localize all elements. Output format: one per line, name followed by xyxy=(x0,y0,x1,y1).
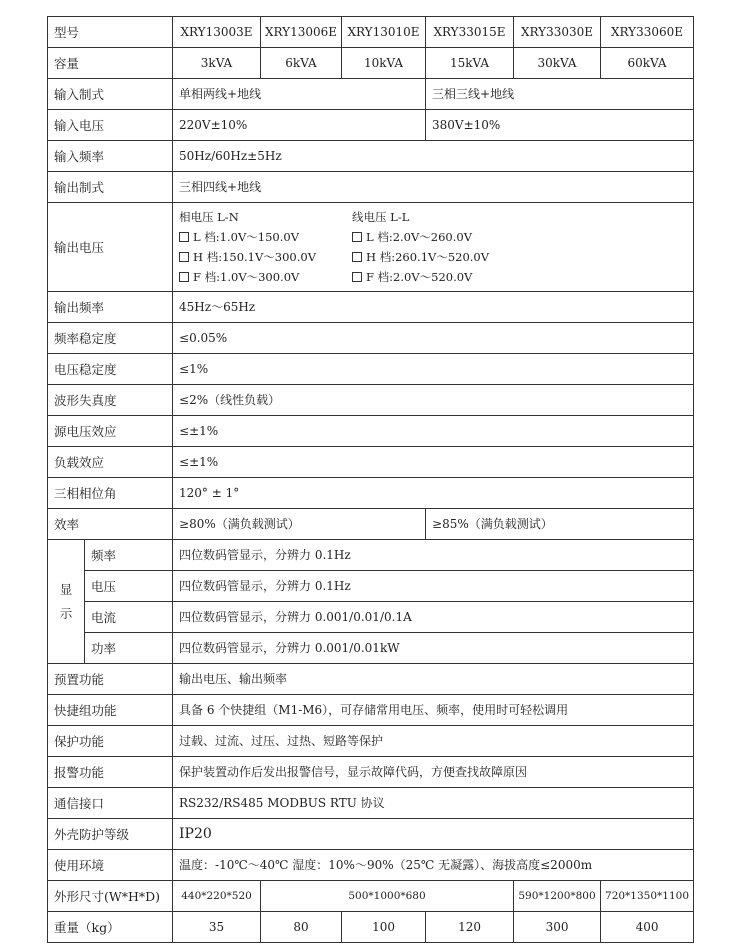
checkbox-icon[interactable] xyxy=(179,232,189,242)
single-phase-value: 220V±10% xyxy=(173,110,426,141)
row-comm xyxy=(48,788,694,819)
row-volt-stability xyxy=(48,354,694,385)
row-phase-angle xyxy=(48,478,694,509)
display-group-label xyxy=(48,540,85,664)
row-label: 通信接口 xyxy=(48,788,173,819)
row-label: 负载效应 xyxy=(48,447,173,478)
row-shortcut xyxy=(48,695,694,726)
row-display-power xyxy=(48,633,694,664)
row-value: 输出电压、输出频率 xyxy=(173,664,694,695)
dimension-cell: 440*220*520 xyxy=(173,881,261,912)
row-label: 频率稳定度 xyxy=(48,323,173,354)
display-value: 四位数码管显示，分辨力 0.001/0.01/0.1A xyxy=(173,602,694,633)
row-value: 温度：-10℃～40℃ 湿度：10%～90%（25℃ 无凝露）、海拔高度≤2000m xyxy=(173,850,694,881)
checkbox-icon[interactable] xyxy=(352,252,362,262)
phase-voltage-title: 相电压 L-N xyxy=(179,210,239,224)
row-value: 保护装置动作后发出报警信号，显示故障代码，方便查找故障原因 xyxy=(173,757,694,788)
option-h[interactable] xyxy=(352,247,489,267)
option-label: L 档:1.0V～150.0V xyxy=(193,230,300,244)
capacity-cell: 15kVA xyxy=(426,48,514,79)
row-display-current xyxy=(48,602,694,633)
row-output-system xyxy=(48,172,694,203)
row-efficiency xyxy=(48,509,694,540)
model-cell: XRY13003E xyxy=(173,17,261,48)
model-cell: XRY33015E xyxy=(426,17,514,48)
row-weight xyxy=(48,912,694,943)
weight-cell: 100 xyxy=(342,912,426,943)
row-source-effect xyxy=(48,416,694,447)
option-label: H 档:260.1V～520.0V xyxy=(366,250,490,264)
row-label: 型号 xyxy=(48,17,173,48)
option-l[interactable] xyxy=(179,227,316,247)
display-value: 四位数码管显示，分辨力 0.1Hz xyxy=(173,540,694,571)
display-sub-label: 电压 xyxy=(85,571,173,602)
model-cell: XRY33030E xyxy=(514,17,601,48)
line-voltage-group xyxy=(352,207,489,287)
row-protection xyxy=(48,726,694,757)
row-input-voltage xyxy=(48,110,694,141)
row-value: IP20 xyxy=(173,819,694,850)
row-label: 预置功能 xyxy=(48,664,173,695)
row-label: 电压稳定度 xyxy=(48,354,173,385)
display-label-char: 示 xyxy=(59,605,73,621)
row-alarm xyxy=(48,757,694,788)
row-value: ≤±1% xyxy=(173,416,694,447)
row-label: 输出电压 xyxy=(48,203,173,292)
row-waveform xyxy=(48,385,694,416)
spec-table xyxy=(47,16,694,943)
capacity-cell: 30kVA xyxy=(514,48,601,79)
row-value: ≤0.05% xyxy=(173,323,694,354)
checkbox-icon[interactable] xyxy=(179,252,189,262)
option-label: H 档:150.1V～300.0V xyxy=(193,250,317,264)
row-preset xyxy=(48,664,694,695)
row-dimensions xyxy=(48,881,694,912)
display-label-char: 显 xyxy=(59,581,73,597)
row-label: 外壳防护等级 xyxy=(48,819,173,850)
model-cell: XRY13010E xyxy=(342,17,426,48)
row-output-frequency xyxy=(48,292,694,323)
row-label: 效率 xyxy=(48,509,173,540)
option-label: F 档:2.0V～520.0V xyxy=(366,270,473,284)
row-label: 源电压效应 xyxy=(48,416,173,447)
single-phase-value: 单相两线+地线 xyxy=(173,79,426,110)
row-label: 输入频率 xyxy=(48,141,173,172)
checkbox-icon[interactable] xyxy=(352,232,362,242)
option-l[interactable] xyxy=(352,227,489,247)
row-display-voltage xyxy=(48,571,694,602)
row-label: 输入电压 xyxy=(48,110,173,141)
dimension-cell: 720*1350*1100 xyxy=(601,881,694,912)
row-label: 波形失真度 xyxy=(48,385,173,416)
row-value: 过载、过流、过压、过热、短路等保护 xyxy=(173,726,694,757)
capacity-cell: 3kVA xyxy=(173,48,261,79)
row-label: 保护功能 xyxy=(48,726,173,757)
capacity-cell: 60kVA xyxy=(601,48,694,79)
checkbox-icon[interactable] xyxy=(352,272,362,282)
row-label: 报警功能 xyxy=(48,757,173,788)
row-label: 容量 xyxy=(48,48,173,79)
display-sub-label: 频率 xyxy=(85,540,173,571)
row-value: ≤±1% xyxy=(173,447,694,478)
row-value: 120° ± 1° xyxy=(173,478,694,509)
row-output-voltage xyxy=(48,203,694,292)
single-phase-value: ≥80%（满负载测试） xyxy=(173,509,426,540)
phase-voltage-group xyxy=(179,207,316,287)
weight-cell: 300 xyxy=(514,912,601,943)
row-input-frequency xyxy=(48,141,694,172)
row-label: 输入制式 xyxy=(48,79,173,110)
output-voltage-options xyxy=(173,203,694,292)
row-value: RS232/RS485 MODBUS RTU 协议 xyxy=(173,788,694,819)
row-enclosure xyxy=(48,819,694,850)
three-phase-value: 380V±10% xyxy=(426,110,694,141)
line-voltage-title: 线电压 L-L xyxy=(352,210,410,224)
row-label: 输出制式 xyxy=(48,172,173,203)
row-value: ≤1% xyxy=(173,354,694,385)
weight-cell: 35 xyxy=(173,912,261,943)
display-sub-label: 电流 xyxy=(85,602,173,633)
row-display-frequency xyxy=(48,540,694,571)
three-phase-value: 三相三线+地线 xyxy=(426,79,694,110)
row-label: 外形尺寸(W*H*D) xyxy=(48,881,173,912)
weight-cell: 120 xyxy=(426,912,514,943)
weight-cell: 400 xyxy=(601,912,694,943)
display-sub-label: 功率 xyxy=(85,633,173,664)
option-h[interactable] xyxy=(179,247,316,267)
display-value: 四位数码管显示，分辨力 0.1Hz xyxy=(173,571,694,602)
row-value: 50Hz/60Hz±5Hz xyxy=(173,141,694,172)
model-cell: XRY33060E xyxy=(601,17,694,48)
capacity-cell: 10kVA xyxy=(342,48,426,79)
option-label: F 档:1.0V～300.0V xyxy=(193,270,300,284)
row-value: 三相四线+地线 xyxy=(173,172,694,203)
row-value: ≤2%（线性负载） xyxy=(173,385,694,416)
option-f[interactable] xyxy=(352,267,489,287)
row-label: 使用环境 xyxy=(48,850,173,881)
capacity-cell: 6kVA xyxy=(261,48,342,79)
dimension-cell: 500*1000*680 xyxy=(261,881,514,912)
weight-cell: 80 xyxy=(261,912,342,943)
row-label: 重量（kg） xyxy=(48,912,173,943)
row-label: 快捷组功能 xyxy=(48,695,173,726)
display-value: 四位数码管显示，分辨力 0.001/0.01kW xyxy=(173,633,694,664)
row-freq-stability xyxy=(48,323,694,354)
row-capacity xyxy=(48,48,694,79)
row-input-system xyxy=(48,79,694,110)
row-label: 输出频率 xyxy=(48,292,173,323)
row-value: 具备 6 个快捷组（M1-M6），可存储常用电压、频率，使用时可轻松调用 xyxy=(173,695,694,726)
option-label: L 档:2.0V～260.0V xyxy=(366,230,473,244)
option-f[interactable] xyxy=(179,267,316,287)
checkbox-icon[interactable] xyxy=(179,272,189,282)
row-value: 45Hz～65Hz xyxy=(173,292,694,323)
row-model xyxy=(48,17,694,48)
row-environment xyxy=(48,850,694,881)
row-load-effect xyxy=(48,447,694,478)
three-phase-value: ≥85%（满负载测试） xyxy=(426,509,694,540)
model-cell: XRY13006E xyxy=(261,17,342,48)
row-label: 三相相位角 xyxy=(48,478,173,509)
dimension-cell: 590*1200*800 xyxy=(514,881,601,912)
